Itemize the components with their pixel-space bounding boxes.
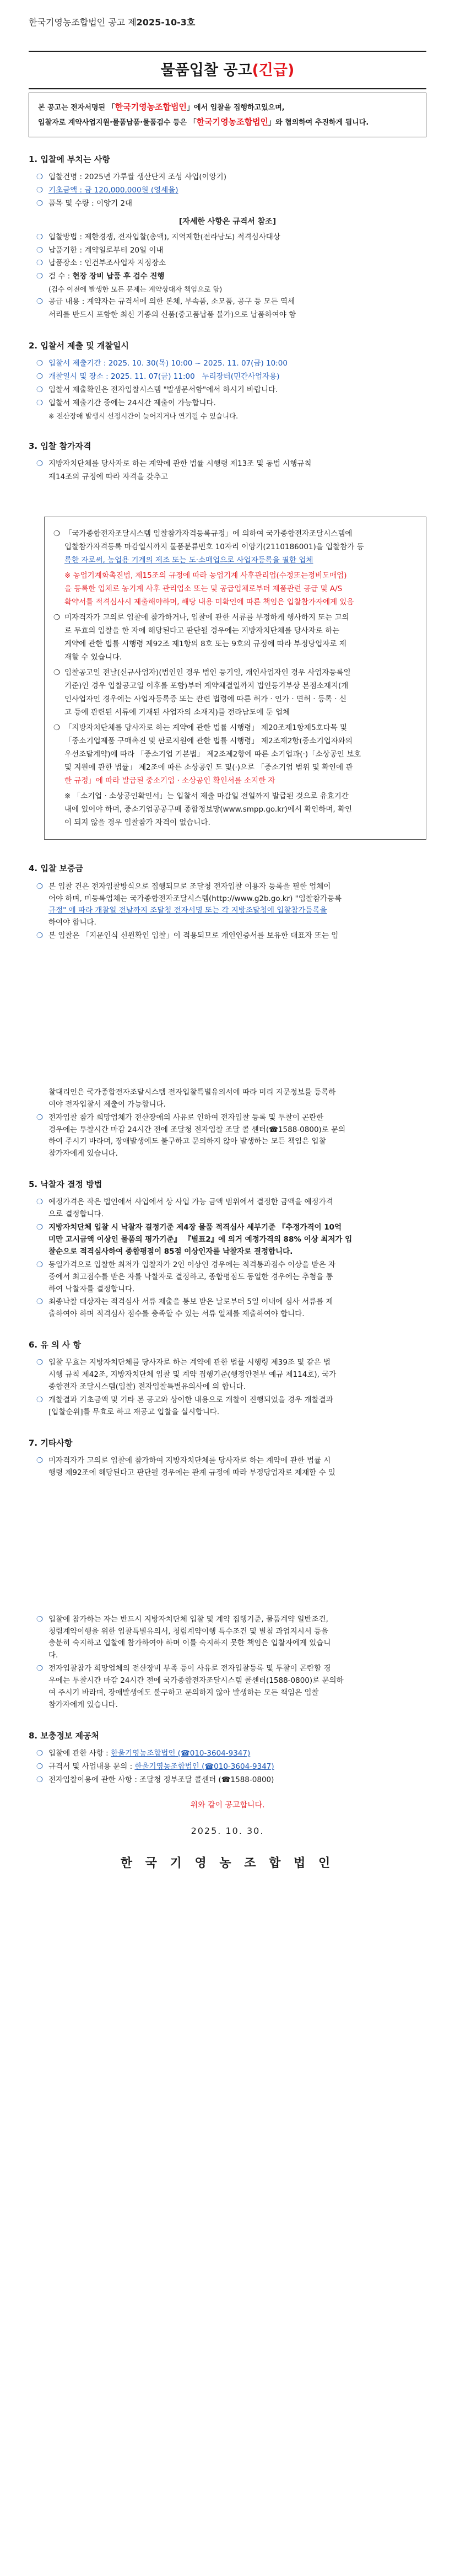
intro-text: 본 공고는 전자서명된 「 bbox=[38, 103, 115, 112]
item-text: 최종낙찰 대상자는 적격심사 서류 제출을 통보 받은 날로부터 5일 이내에 심사 서류를 제 bbox=[48, 1297, 333, 1307]
box-line: 입찰공고일 전날(신규사업자)(법인인 경우 법인 등기일, 개인사업자인 경우 사업자등록일 bbox=[64, 668, 351, 678]
box-line: 「국가종합전자조달시스템 입찰참가자격등록규정」에 의하여 국가종합전자조달시스템에 bbox=[64, 529, 353, 539]
item-key: 입찰서 제출기간 중에는 24시간 제출이 가능합니다. bbox=[48, 398, 216, 407]
list-item bbox=[36, 930, 426, 942]
item-text: 입찰 무효는 지방자치단체를 당사자로 하는 계약에 관한 법률 시행령 제39조 및 같은 법 bbox=[48, 1358, 331, 1367]
list-item bbox=[53, 527, 417, 567]
box-line: 계약에 관한 법률 시행령 제92조 제1항의 8호 또는 9호의 규정에 따라 부정당업자로 제 bbox=[64, 640, 346, 649]
item-key: 입찰서 제출기간 : bbox=[48, 359, 106, 368]
circle-bullet-icon: ❍ bbox=[36, 1260, 44, 1269]
box-line: 미자격자가 고의로 입찰에 참가하거나, 입찰에 관한 서류를 부정하게 행사하지 또는 고의 bbox=[64, 613, 349, 622]
box-line: 이 되지 않을 경우 입찰참가 자격이 없습니다. bbox=[64, 818, 210, 828]
circle-bullet-icon: ❍ bbox=[36, 931, 44, 941]
box-line: ※ 「소기업 · 소상공인확인서」는 입찰서 제출 마감일 전일까지 발급된 것으로 유효기간 bbox=[64, 792, 349, 801]
list-item bbox=[36, 245, 426, 257]
box-line: 재할 수 있습니다. bbox=[64, 653, 122, 662]
item-text: 입찰에 참가하는 자는 반드시 지방자치단체 입찰 및 계약 집행기준, 물품계약 일반조건, bbox=[48, 1614, 328, 1624]
item-text: 미만 고시금액 이상인 물품의 평가기준』 『별표2』에 의거 예정가격의 88% 이상 최저가 입 bbox=[48, 1235, 353, 1244]
box-line: 내에 있어야 하며, 중소기업공공구매 종합정보망(www.smpp.go.kr)에서 확인하며, 확인 bbox=[64, 805, 353, 814]
box-line: 「지방자치단체를 당사자로 하는 계약에 관한 법률 시행령」 제20조제1항제5호다목 및 bbox=[64, 723, 347, 733]
box-line: 한 규정」에 따라 발급된 중소기업 · 소상공인 확인서를 소지한 자 bbox=[64, 776, 275, 786]
circle-bullet-icon: ❍ bbox=[36, 372, 44, 382]
item-text: 우에는 투찰시간 마감 24시간 전에 국가종합전자조달시스템 콜센터(1588-0800)로 문의하 bbox=[48, 1676, 344, 1685]
intro-line-1 bbox=[38, 100, 417, 115]
item-value: 2025. 11. 07(금) 11:00 bbox=[111, 372, 195, 382]
doc-number: 2025-10-3호 bbox=[136, 17, 196, 28]
item-text: 제14조의 규정에 따라 자격을 갖추고 bbox=[48, 473, 168, 482]
list-item bbox=[36, 881, 426, 929]
circle-bullet-icon: ❍ bbox=[53, 529, 61, 539]
item-text: 충분히 숙지하고 입찰에 참가하여야 하며 이를 숙지하지 못한 책임은 입찰자에게 있습니 bbox=[48, 1639, 331, 1648]
contact-value[interactable]: 한울기영농조합법인 (☎010-3604-9347) bbox=[111, 1748, 251, 1758]
item-value: 금 120,000,000원 (영세율) bbox=[84, 186, 178, 195]
item-key: 규격서 및 사업내용 문의 : bbox=[48, 1762, 133, 1771]
box-line: ※ 농업기계화촉진법, 제15조의 규정에 따라 농업기계 사후관리업(수정또는정비도매업) bbox=[64, 571, 347, 581]
circle-bullet-icon: ❍ bbox=[36, 882, 44, 891]
circle-bullet-icon: ❍ bbox=[36, 1614, 44, 1624]
intro-org: 한국기영농조합법인 bbox=[196, 117, 269, 127]
section-5-title: 5. 낙찰자 결정 방법 bbox=[29, 1179, 102, 1190]
item-text: 중에서 최고점수를 받은 자를 낙찰자로 결정하고, 종합평점도 동일한 경우에는 추첨을 통 bbox=[48, 1272, 333, 1281]
circle-bullet-icon: ❍ bbox=[36, 199, 44, 208]
list-item bbox=[36, 296, 426, 308]
item-text bbox=[48, 1087, 426, 1111]
circle-bullet-icon: ❍ bbox=[53, 668, 61, 678]
item-key: 납품장소 : bbox=[48, 259, 83, 268]
circle-bullet-icon: ❍ bbox=[53, 723, 61, 733]
box-line: 기준)인 경우 입찰공고일 이후를 포함)부터 계약체결일까지 법인등기부상 본점소재지(개 bbox=[64, 681, 349, 691]
item-text: 찰대리인은 국가종합전자조달시스템 전자입찰특별유의서에 따라 미리 지문정보를 등록하 bbox=[48, 1088, 336, 1097]
box-line: 입찰참가자격등록 마감일시까지 물품분류번호 10자리 이앙기(2110186001)을 입찰참가 등 bbox=[64, 543, 364, 552]
spec-reference-note: [자세한 사항은 규격서 참조] bbox=[178, 217, 277, 227]
item-key: 납품기한 : bbox=[48, 245, 83, 255]
circle-bullet-icon: ❍ bbox=[36, 1358, 44, 1367]
item-text: 지방자치단체 입찰 시 낙찰자 결정기준 제4장 물품 적격심사 세부기준 『추정가격이 10억 bbox=[48, 1223, 342, 1232]
item-key: 기초금액 : bbox=[48, 186, 83, 195]
document-number bbox=[29, 15, 426, 30]
section-4-title: 4. 입찰 보증금 bbox=[29, 863, 84, 874]
intro-text: 입찰자로 계약사업지원·물품납품·물품검수 등은 「 bbox=[38, 119, 197, 127]
closing-statement: 위와 같이 공고합니다. bbox=[190, 1801, 265, 1810]
item-text: 찰순으로 적격심사하여 종합평점이 85점 이상인자를 낙찰자로 결정합니다. bbox=[48, 1247, 293, 1256]
inspection-note: (검수 이전에 발생한 모든 문제는 계약상대자 책임으로 함) bbox=[48, 285, 223, 294]
section-8-title: 8. 보충정보 제공처 bbox=[29, 1730, 100, 1741]
list-item bbox=[36, 198, 426, 210]
item-key: 검 수 : bbox=[48, 272, 71, 281]
section-1-title: 1. 입찰에 부치는 사항 bbox=[29, 154, 110, 165]
item-value: 현장 장비 납품 후 검수 진행 bbox=[72, 272, 165, 281]
box-line: 우선조달계약)에 따라 「중소기업 기본법」 제2조제2항에 따른 소기업과(·)「소상공인 보호 bbox=[64, 750, 361, 759]
item-text: 하여야 합니다. bbox=[48, 918, 96, 927]
list-item bbox=[36, 232, 426, 244]
item-key: 개찰일시 및 장소 : bbox=[48, 372, 109, 382]
list-item bbox=[36, 1259, 426, 1296]
box-line: 확약서를 적격심사시 제출해야하며, 해당 내용 미확인에 따른 책임은 입찰참가자에게 있음 bbox=[64, 598, 354, 607]
item-value: 인건부조사업자 지정장소 bbox=[84, 259, 166, 268]
item-value: 2025년 가루쌀 생산단지 조성 사업(이앙기) bbox=[84, 173, 226, 182]
item-value: 이앙기 2대 bbox=[96, 199, 132, 208]
item-text: 청렴계약이행을 위한 입찰특별유의서, 청렴계약이행 특수조건 및 별첨 과업지시서 등을 bbox=[48, 1627, 329, 1636]
circle-bullet-icon: ❍ bbox=[36, 1395, 44, 1404]
item-key: 품목 및 수량 : bbox=[48, 199, 94, 208]
page-break-gap bbox=[29, 1480, 426, 1613]
title-main: 물품입찰 공고 bbox=[160, 61, 252, 79]
list-item bbox=[36, 1761, 426, 1773]
note-mark bbox=[53, 569, 64, 609]
item-text: 하여 낙찰자를 결정합니다. bbox=[48, 1284, 135, 1294]
circle-bullet-icon: ❍ bbox=[36, 232, 44, 242]
circle-bullet-icon: ❍ bbox=[36, 1762, 44, 1771]
list-item bbox=[36, 1357, 426, 1393]
item-text: 미자격자가 고의로 입찰에 참가하여 지방자치단체를 당사자로 하는 계약에 관한 법률 시 bbox=[48, 1456, 331, 1465]
item-text: 전자입찰 참가 희망업체가 전산장애의 사유로 인하여 전자입찰 등록 및 투찰이 곤란한 bbox=[48, 1113, 324, 1122]
list-item bbox=[36, 1222, 426, 1258]
item-text: 다. bbox=[48, 1651, 58, 1660]
section-3-title: 3. 입찰 참가자격 bbox=[29, 441, 91, 452]
item-text: 참가자에게 있습니다. bbox=[48, 1149, 118, 1158]
list-item bbox=[36, 257, 426, 270]
box-line: 고 등에 관련된 서류에 기재된 사업자의 소재지)를 전라남도에 둔 업체 bbox=[64, 708, 290, 717]
list-item bbox=[53, 666, 417, 719]
note-mark bbox=[53, 790, 64, 829]
item-text: 하여 주시기 바라며, 장애발생에도 불구하고 문의하지 않아 발생하는 모든 책임은 입찰 bbox=[48, 1137, 326, 1146]
circle-bullet-icon: ❍ bbox=[36, 1198, 44, 1207]
item-text: [입찰순위]를 무효로 하고 재공고 입찰을 실시합니다. bbox=[48, 1407, 220, 1416]
item-text: 경우에는 투찰시간 마감 24시간 전에 조달청 전자입찰 조달 콜 센터(☎1588-0800)로 문의 bbox=[48, 1125, 346, 1134]
circle-bullet-icon: ❍ bbox=[36, 245, 44, 255]
intro-line-2 bbox=[38, 115, 417, 130]
circle-bullet-icon: ❍ bbox=[36, 259, 44, 268]
circle-bullet-icon: ❍ bbox=[36, 398, 44, 407]
item-value: 계약자는 규격서에 의한 본체, 부속품, 소모품, 공구 등 모든 역세 bbox=[86, 297, 295, 307]
circle-bullet-icon: ❍ bbox=[36, 297, 44, 307]
item-value-place: 누리장터(민간사업자용) bbox=[202, 372, 280, 382]
contact-value: 조달청 정부조달 콜센터 (☎1588-0800) bbox=[139, 1775, 274, 1784]
box-line: 인사업자인 경우에는 사업자등록증 또는 관련 법령에 따른 허가 · 인가 · 면허 · 등록 · 신 bbox=[64, 695, 346, 704]
doc-org: 한국기영농조합법인 bbox=[29, 17, 106, 28]
circle-bullet-icon: ❍ bbox=[36, 359, 44, 368]
item-text: 종합전자 조달시스템(입찰) 전자입찰특별유의사에 의 합니다. bbox=[48, 1382, 246, 1392]
box-line: 「중소기업제품 구매촉진 및 판로지원에 관한 법률 시행령」 제2조제2항(중소기업자와의 bbox=[64, 737, 353, 746]
item-text: 본 입찰 건은 전자입찰방식으로 집행되므로 조달청 전자입찰 이용자 등록을 필한 업체이 bbox=[48, 882, 331, 891]
item-text: 규정" 에 따라 개찰일 전날까지 조달청 전자서명 또는 각 지방조달청에 입찰참가등록을 bbox=[48, 906, 327, 915]
circle-bullet-icon: ❍ bbox=[36, 1775, 44, 1784]
intro-org: 한국기영농조합법인 bbox=[115, 101, 187, 112]
section-2-title: 2. 입찰서 제출 및 개찰일시 bbox=[29, 341, 129, 351]
item-text: 여야 전자입찰서 제출이 가능합니다. bbox=[48, 1099, 166, 1109]
list-item bbox=[36, 1663, 426, 1711]
list-item bbox=[53, 569, 417, 609]
list-item bbox=[53, 611, 417, 664]
list-item bbox=[36, 458, 426, 470]
list-item bbox=[36, 384, 426, 396]
issuer-signature: 한 국 기 영 농 조 합 법 인 bbox=[120, 1856, 335, 1871]
item-key: 공급 내용 : bbox=[48, 297, 85, 307]
item-text: 참가자에게 있습니다. bbox=[48, 1700, 118, 1709]
circle-bullet-icon: ❍ bbox=[36, 173, 44, 182]
circle-bullet-icon: ❍ bbox=[36, 385, 44, 395]
list-item bbox=[36, 358, 426, 370]
item-value: 제한경쟁, 전자입찰(총액), 지역제한(전라남도) 적격심사대상 bbox=[84, 232, 280, 242]
circle-bullet-icon: ❍ bbox=[36, 1456, 44, 1465]
circle-bullet-icon: ❍ bbox=[53, 613, 61, 622]
list-item bbox=[36, 171, 426, 184]
item-text: 동일가격으로 입찰한 최저가 입찰자가 2인 이상인 경우에는 적격통과점수 이상을 받은 자 bbox=[48, 1260, 335, 1269]
qualification-box bbox=[44, 517, 426, 840]
item-text: 본 입찰은 「지문인식 신원확인 입찰」이 적용되므로 개인인증서를 보유한 대표자 또는 입 bbox=[48, 931, 339, 941]
list-item bbox=[36, 1296, 426, 1321]
list-item bbox=[36, 271, 426, 283]
list-item bbox=[36, 1112, 426, 1160]
circle-bullet-icon: ❍ bbox=[36, 272, 44, 281]
intro-box bbox=[29, 93, 426, 138]
circle-bullet-icon: ❍ bbox=[36, 1664, 44, 1673]
item-text: 지방자치단체를 당사자로 하는 계약에 관한 법률 시행령 제13조 및 동법 시행규칙 bbox=[48, 459, 312, 469]
intro-text: 」와 협의하여 추진하게 됩니다. bbox=[268, 119, 369, 127]
item-text: 개찰결과 기초금액 및 기타 본 공고와 상이한 내용으로 개찰이 진행되었을 경우 개찰결과 bbox=[48, 1395, 333, 1404]
doc-prefix: 공고 제 bbox=[108, 17, 137, 28]
list-item bbox=[36, 185, 426, 197]
page-break-gap bbox=[29, 943, 426, 1087]
item-text: 으로 결정합니다. bbox=[48, 1210, 104, 1219]
title-highlight: (긴급) bbox=[252, 61, 295, 79]
item-text: 시행 규칙 제42조, 지방자치단체 입찰 및 계약 집행기준(행정안전부 예규 제114호), 국가 bbox=[48, 1370, 337, 1380]
list-item bbox=[53, 721, 417, 787]
item-key: 전자입찰이용에 관한 사항 : bbox=[48, 1775, 137, 1784]
list-item bbox=[36, 1748, 426, 1760]
circle-bullet-icon: ❍ bbox=[36, 1748, 44, 1758]
item-key: 입찰에 관한 사항 : bbox=[48, 1748, 109, 1758]
circle-bullet-icon: ❍ bbox=[36, 1223, 44, 1232]
circle-bullet-icon: ❍ bbox=[36, 1297, 44, 1307]
item-value: 2025. 10. 30(목) 10:00 ~ 2025. 11. 07(금) 10:00 bbox=[108, 359, 288, 368]
list-item bbox=[53, 790, 417, 829]
box-line: 을 등록한 업체로 농기계 사후 관리업소 또는 및 공급업체로부터 제품관련 공급 및 A/S bbox=[64, 584, 343, 594]
contact-value[interactable]: 한울기영농조합법인 (☎010-3604-9347) bbox=[134, 1762, 274, 1771]
box-line: 및 지원에 관한 법률」 제2조에 따른 소상공인 도 및(·)으로 「중소기업 범위 및 확인에 관 bbox=[64, 763, 353, 772]
circle-bullet-icon: ❍ bbox=[36, 1113, 44, 1122]
box-line: 록한 자로써, 농업용 기계의 제조 또는 도·소매업으로 사업자등록을 필한 업체 bbox=[64, 556, 313, 565]
circle-bullet-icon: ❍ bbox=[36, 459, 44, 469]
box-line: 로 무효의 입찰을 한 자에 해당된다고 판단될 경우에는 지방자치단체를 당사자로 하는 bbox=[64, 626, 340, 636]
item-key: 입찰서 제출확인은 전자입찰시스템 bbox=[48, 385, 161, 395]
item-text: 출하여야 하며 적격심사 점수를 충족할 수 있는 서류 일체를 제출하여야 합니다. bbox=[48, 1310, 305, 1319]
intro-text: 」에서 입찰을 집행하고있으며, bbox=[187, 103, 285, 112]
supply-note: 서리를 반드시 포함한 최신 기종의 신품(중고품납품 불가)으로 납품하여야 함 bbox=[48, 310, 296, 320]
list-item bbox=[36, 1394, 426, 1419]
item-key: 입찰방법 : bbox=[48, 232, 83, 242]
list-item bbox=[36, 1774, 426, 1786]
item-value: 계약일로부터 20일 이내 bbox=[84, 245, 164, 255]
item-text: 전자입찰참가 희망업체의 전산장비 부족 등이 사유로 전자입찰등록 및 투찰이 곤란할 경 bbox=[48, 1664, 331, 1673]
notice-date: 2025. 10. 30. bbox=[191, 1826, 264, 1837]
system-failure-note: ※ 전산장애 발생시 선정시간이 늦어지거나 연기될 수 있습니다. bbox=[48, 411, 239, 420]
list-item bbox=[36, 371, 426, 383]
list-item bbox=[36, 1196, 426, 1221]
item-key: 입찰건명 : bbox=[48, 173, 83, 182]
list-item bbox=[36, 1614, 426, 1662]
section-6-title: 6. 유 의 사 항 bbox=[29, 1340, 81, 1350]
item-value: "발생문서함"에서 하시기 바랍니다. bbox=[163, 385, 278, 395]
item-text: 행령 제92조에 해당된다고 판단될 경우에는 관계 규정에 따라 부정당업자로 제재할 수 있 bbox=[48, 1468, 335, 1477]
section-7-title: 7. 기타사항 bbox=[29, 1437, 73, 1448]
circle-bullet-icon: ❍ bbox=[36, 186, 44, 195]
page-title bbox=[29, 51, 426, 89]
list-item bbox=[36, 398, 426, 410]
item-text: 여 주시기 바라며, 장애발생에도 불구하고 문의하지 않아 발생하는 모든 책임은 입찰 bbox=[48, 1688, 319, 1697]
list-item bbox=[36, 1455, 426, 1479]
item-text: 어야 하며, 미등록업체는 국가종합전자조달시스템(http://www.g2b.go.kr) "입찰참가등록 bbox=[48, 894, 342, 903]
item-text: 예정가격은 작은 법인에서 사업에서 상 사업 가능 금액 범위에서 결정한 금액을 예정가격 bbox=[48, 1198, 333, 1207]
